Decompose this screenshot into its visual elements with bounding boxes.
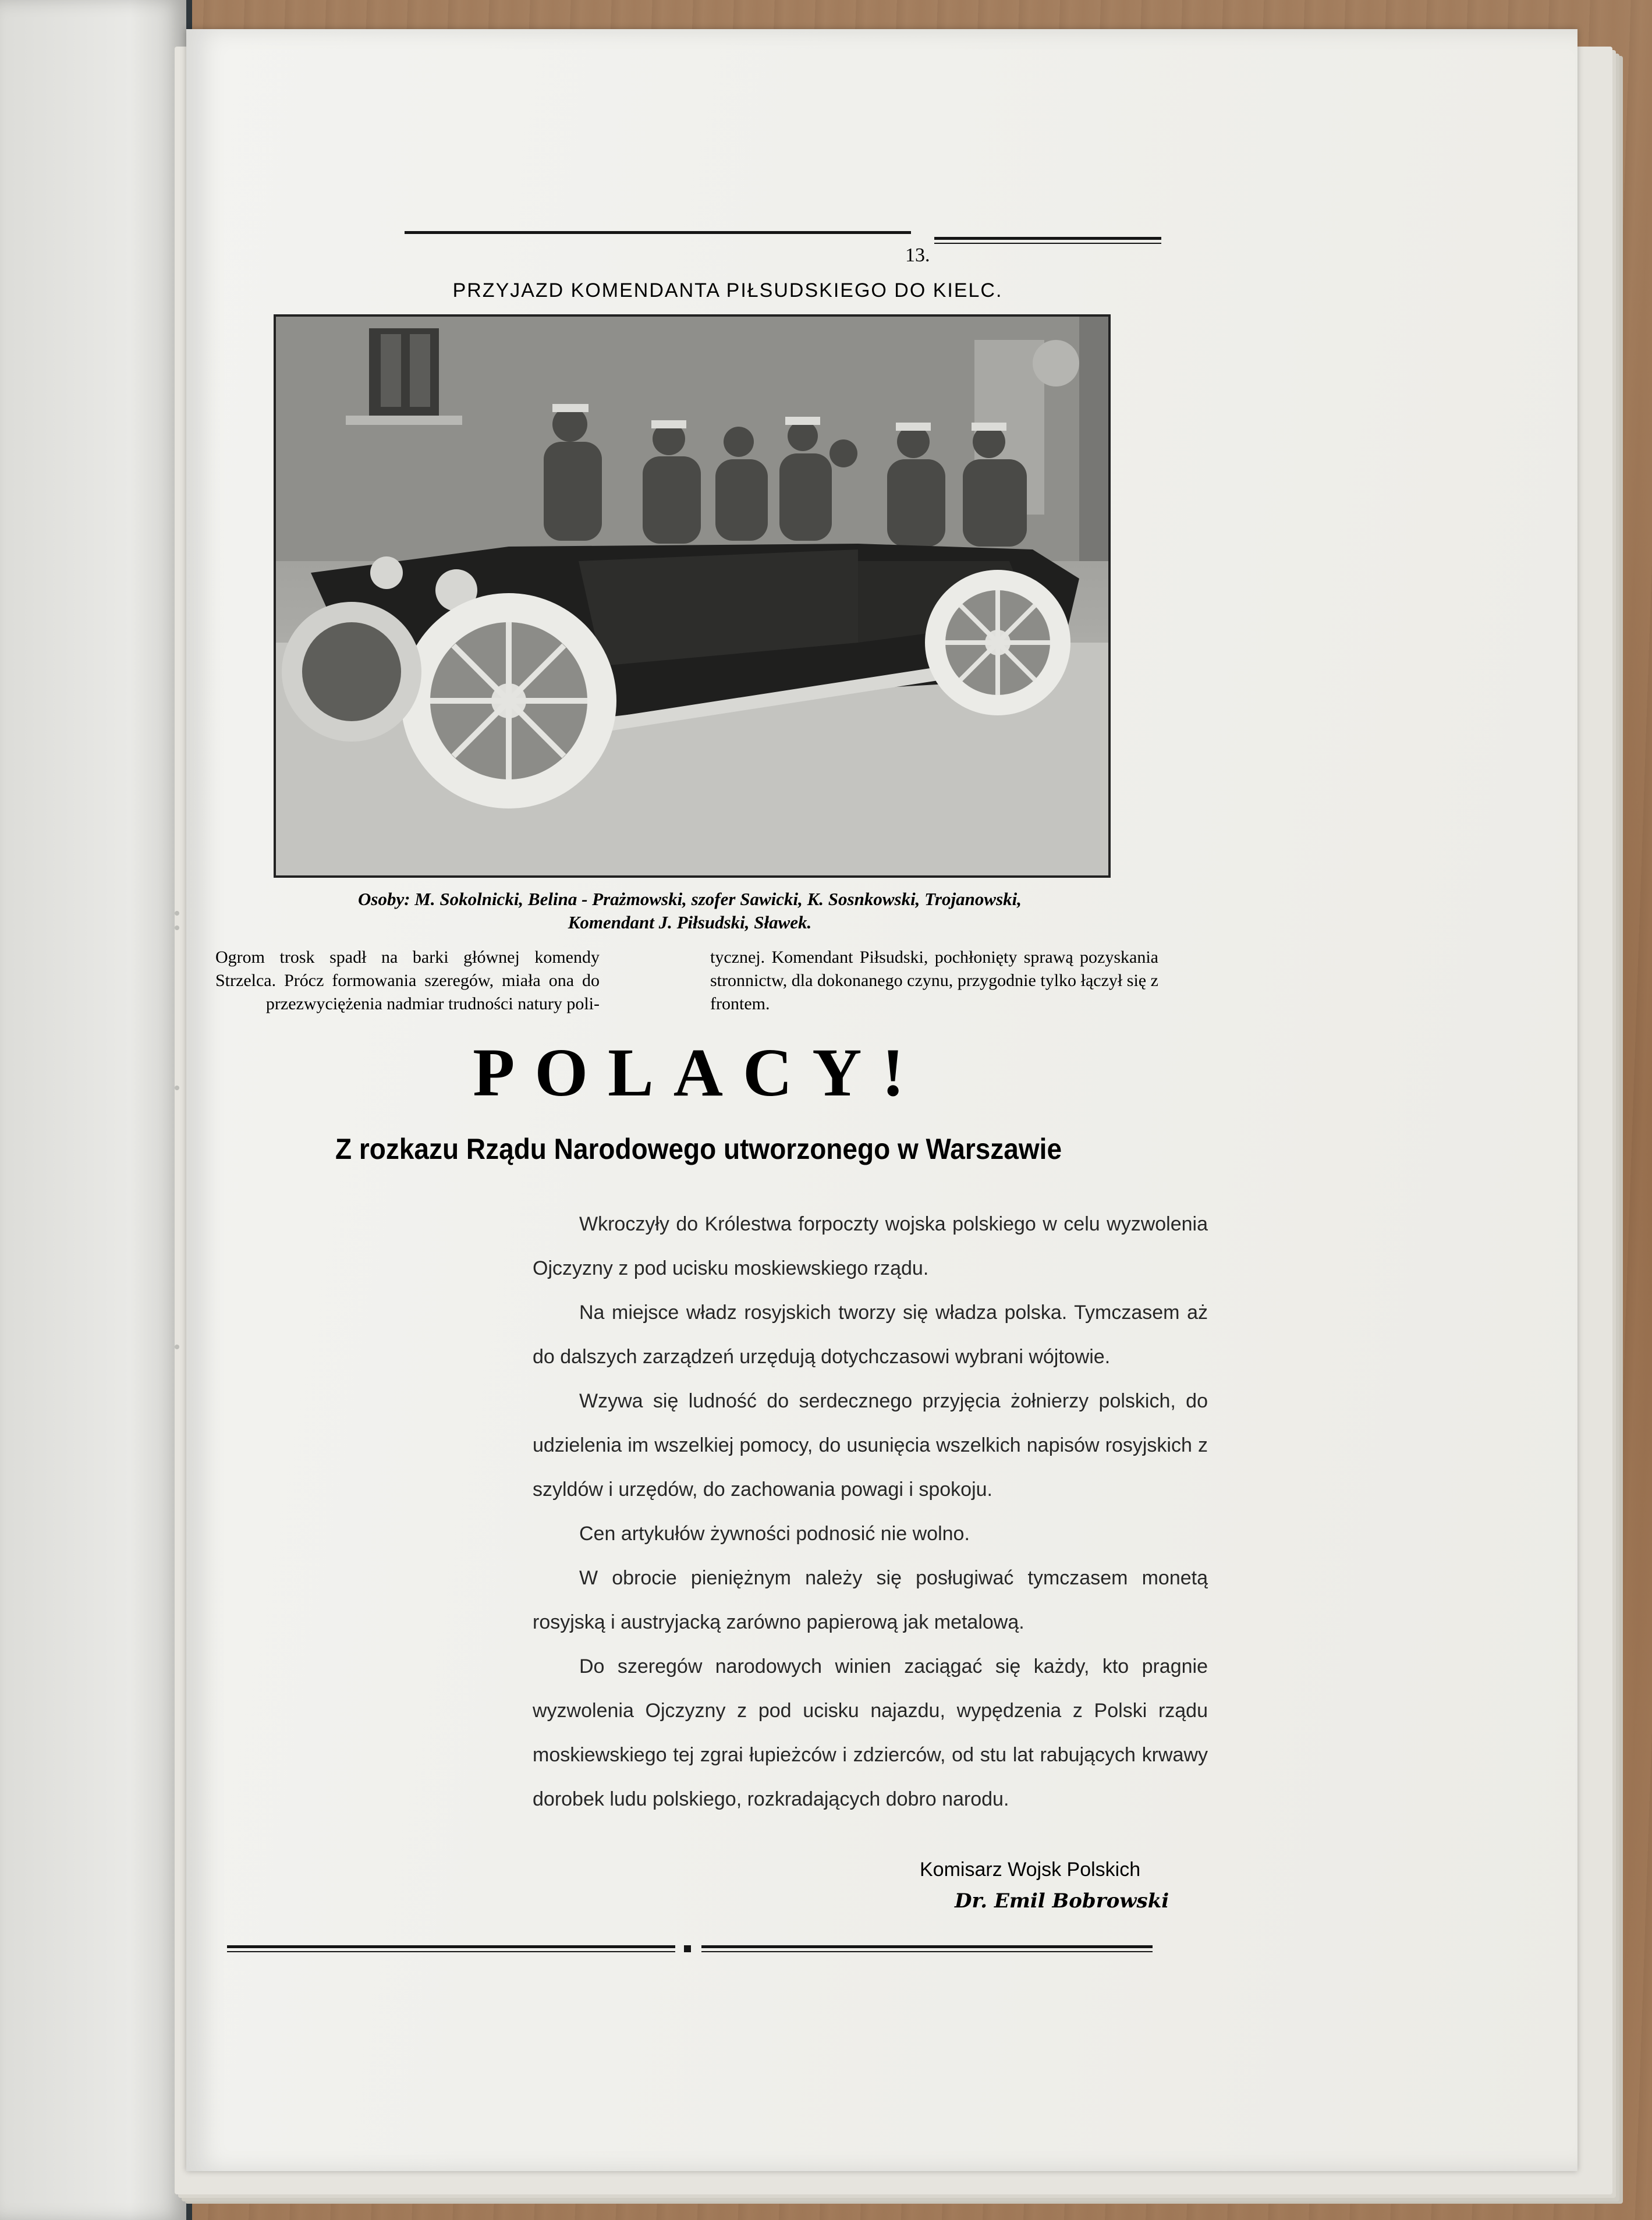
binding-hole: [175, 911, 179, 916]
binding-hole: [175, 1086, 179, 1090]
signature-title: Komisarz Wojsk Polskich: [920, 1859, 1141, 1881]
caption-line: Komendant J. Piłsudski, Sławek.: [568, 912, 812, 932]
rule-line: [227, 1951, 675, 1952]
rule-line: [701, 1951, 1153, 1952]
proclamation-subheading: Z rozkazu Rządu Narodowego utworzonego w Warszawie: [335, 1133, 1062, 1165]
proclamation-body: [533, 1202, 1208, 1821]
rule-line: [701, 1945, 1153, 1948]
intro-column-left: Ogrom trosk spadł na barki głównej komendy Strzelca. Prócz formowania szeregów, miała ona do przezwyciężenia nadmiar trudności natury poli-: [215, 948, 600, 1013]
car-photo-illustration: [276, 317, 1108, 875]
signature-name: Dr. Emil Bobrowski: [955, 1889, 1169, 1913]
binding-hole: [175, 925, 179, 930]
proclamation-paragraph: Do szeregów narodowych winien zaciągać się każdy, kto pragnie wyzwolenia Ojczyzny z pod ucisku najazdu, wypędzenia z Polski rządu moskiewskiego tej zgrai łupieżców i zdzierców, od stu lat rabujących krwawy dorobek ludu polskiego, rozkradających dobro narodu.: [533, 1655, 1208, 1810]
proclamation-paragraph: Wzywa się ludność do serdecznego przyjęcia żołnierzy polskich, do udzielenia im wszelkiej pomocy, do usunięcia wszelkich napisów rosyjskich z szyldów i urzędów, do zachowania powagi i spokoju.: [533, 1390, 1208, 1501]
rule-line: [227, 1945, 675, 1948]
proclamation-paragraph: Wkroczyły do Królestwa forpoczty wojska polskiego w celu wyzwolenia Ojczyzny z pod ucisku moskiewskiego rządu.: [533, 1213, 1208, 1279]
proclamation-paragraph: Na miejsce władz rosyjskich tworzy się władza polska. Tymczasem aż do dalszych zarządzeń urzędują dotychczasowi wybrani wójtowie.: [533, 1301, 1208, 1368]
page-number: 13.: [905, 244, 930, 266]
proclamation-paragraph: W obrocie pieniężnym należy się posługiwać tymczasem monetą rosyjską i austryjacką zarówno papierową jak metalową.: [533, 1567, 1208, 1633]
footer-rule: [227, 1944, 1153, 1967]
header-rule: [218, 201, 1161, 266]
rule-ornament: [684, 1945, 691, 1952]
rule-line: [934, 243, 1161, 244]
proclamation-heading: POLACY!: [473, 1034, 924, 1111]
left-page-edge: [0, 0, 186, 2220]
rule-line: [934, 237, 1161, 240]
photo-title: PRZYJAZD KOMENDANTA PIŁSUDSKIEGO DO KIELC.: [452, 279, 1003, 302]
caption-line: Osoby: M. Sokolnicki, Belina - Prażmowski, szofer Sawicki, K. Sosnkowski, Trojanowski,: [358, 889, 1022, 909]
intro-column-right: tycznej. Komendant Piłsudski, pochłonięty sprawą pozyskania stronnictw, dla dokonanego czynu, przygodnie tylko łączył się z frontem.: [710, 948, 1158, 1013]
proclamation-paragraph: Cen artykułów żywności podnosić nie wolno.: [579, 1523, 970, 1545]
photo-caption: [250, 888, 1129, 934]
signature-block: [920, 1854, 1222, 1917]
binding-hole: [175, 1345, 179, 1349]
photograph: [274, 314, 1111, 878]
rule-line: [405, 231, 911, 234]
